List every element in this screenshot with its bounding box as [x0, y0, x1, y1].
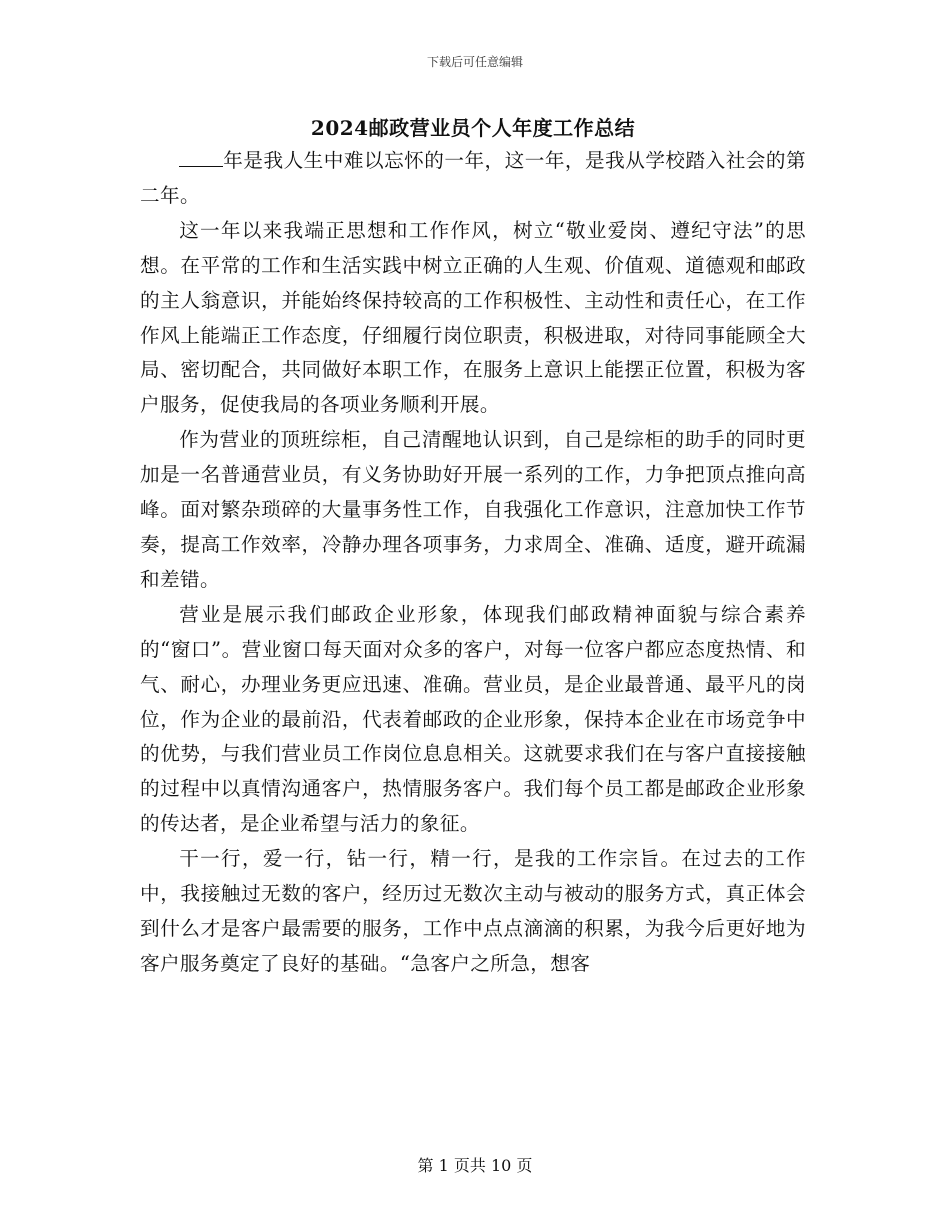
fill-in-blank [179, 146, 223, 167]
paragraph-2: 这一年以来我端正思想和工作作风，树立“敬业爱岗、遵纪守法”的思想。在平常的工作和生活实践中树立正确的人生观、价值观、道德观和邮政的主人翁意识，并能始终保持较高的工作积极性、主动性和责任心，在工作作风上能端正工作态度，仔细履行岗位职责，积极进取，对待同事能顾全大局、密切配合，共同做好本职工作，在服务上意识上能摆正位置，积极为客户服务，促使我局的各项业务顺利开展。 [140, 218, 806, 417]
document-title: 2024邮政营业员个人年度工作总结 [310, 116, 636, 140]
document-body [140, 113, 806, 982]
paragraph-5: 干一行，爱一行，钻一行，精一行，是我的工作宗旨。在过去的工作中，我接触过无数的客户，经历过无数次主动与被动的服务方式，真正体会到什么才是客户最需要的服务，工作中点点滴滴的积累，为我今后更好地为客户服务奠定了良好的基础。“急客户之所急，想客 [140, 847, 806, 975]
paragraph-3: 作为营业的顶班综柜，自己清醒地认识到，自己是综柜的助手的同时更加是一名普通营业员，有义务协助好开展一系列的工作，力争把顶点推向高峰。面对繁杂琐碎的大量事务性工作，自我强化工作意识，注意加快工作节奏，提高工作效率，冷静办理各项事务，力求周全、准确、适度，避开疏漏和差错。 [140, 428, 806, 591]
paragraph-1-text: 年是我人生中难以忘怀的一年，这一年，是我从学校踏入社会的第二年。 [140, 149, 806, 207]
paragraph-4: 营业是展示我们邮政企业形象，体现我们邮政精神面貌与综合素养的“窗口”。营业窗口每天面对众多的客户，对每一位客户都应态度热情、和气、耐心，办理业务更应迅速、准确。营业员，是企业最普通、最平凡的岗位，作为企业的最前沿，代表着邮政的企业形象，保持本企业在市场竞争中的优势，与我们营业员工作岗位息息相关。这就要求我们在与客户直接接触的过程中以真情沟通客户，热情服务客户。我们每个员工都是邮政企业形象的传达者，是企业希望与活力的象征。 [140, 602, 806, 836]
paragraph-1 [140, 144, 806, 214]
page-number: 第 1 页共 10 页 [417, 1156, 533, 1175]
page-header-note: 下载后可任意编辑 [426, 55, 523, 69]
